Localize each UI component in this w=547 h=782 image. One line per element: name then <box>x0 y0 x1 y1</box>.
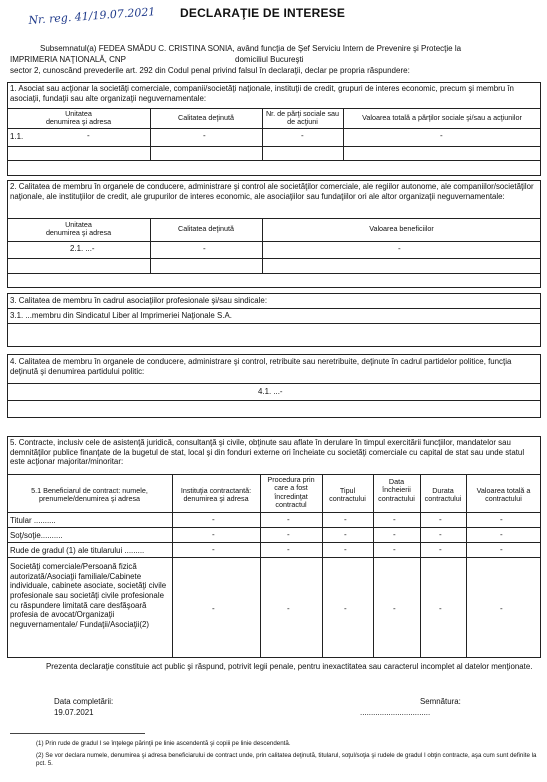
s5-cell: - <box>439 545 442 554</box>
s5-row-spouse: Soţ/soţie.......... <box>10 531 63 540</box>
s1-col-quality-header: Calitatea deţinută <box>178 113 234 122</box>
s5-header-duration: Durata contractului <box>424 486 462 504</box>
s5-header-institution: Instituţia contractantă: denumirea şi adresa <box>180 486 252 504</box>
registration-number-handwritten: Nr. reg. 41/19.07.2021 <box>28 5 156 27</box>
divider <box>7 527 541 528</box>
footnote-separator <box>10 733 145 734</box>
s5-row-relatives: Rude de gradul (1) ale titularului ......... <box>10 546 145 555</box>
s5-cell: - <box>439 530 442 539</box>
divider <box>7 400 541 401</box>
divider <box>7 160 541 161</box>
s1-col-shares-header: Nr. de părţi sociale sau de acţiuni <box>265 109 340 127</box>
divider <box>7 512 541 513</box>
section-3-heading: 3. Calitatea de membru în cadrul asociaţiilor profesionale şi/sau sindicale: <box>10 296 268 305</box>
s5-cell: - <box>393 530 396 539</box>
intro-line-2b: domiciliul Bucureşti <box>235 55 304 64</box>
footnote-1: (1) Prin rude de gradul I se înţelege părinţii pe linie ascendentă şi copiii pe linie descendentă. <box>36 740 291 747</box>
s5-row-companies: Societăţi comerciale/Persoană fizică autorizată/Asociaţii familiale/Cabinete individuale, cabinete asociate, societăţi civile profesionale sau societăţi civile profesionale cu răspundere limitată care desfăşoară profesia de avocat/Organizaţii neguvernamentale/ Fundaţii/Asociaţii(2) <box>10 562 167 629</box>
s5-row-titular: Titular .......... <box>10 516 56 525</box>
divider <box>7 308 541 309</box>
s5-header-procedure: Procedura prin care a fost încredinţat contractul <box>267 475 315 509</box>
s2-row-label: 2.1. ...- <box>70 244 95 253</box>
s5-header-value: Valoarea totală a contractului <box>476 486 531 504</box>
divider <box>322 474 323 658</box>
s2-col-benefits-header: Valoarea beneficiilor <box>369 224 434 233</box>
signature-label: Semnătura: <box>420 697 461 706</box>
footnote-2: (2) Se vor declara numele, denumirea şi adresa beneficiarului de contract unde, prin calitatea deţinută, titularul, soţul/soţia şi rudele de gradul I obţin contracte, aşa cum sunt definite la pct. 5. <box>36 752 537 768</box>
s4-row: 4.1. ...- <box>258 387 283 396</box>
s5-cell: - <box>212 604 215 613</box>
s5-cell: - <box>500 515 503 524</box>
s2-col-unit-header: Unitatea denumirea şi adresa <box>45 220 112 238</box>
s5-header-type: Tipul contractului <box>329 486 366 504</box>
intro-line-3: sector 2, cunoscând prevederile art. 292 din Codul penal privind falsul în declaraţii, declar pe propria răspundere: <box>10 66 410 75</box>
s1-col-unit-header: Unitatea denumirea şi adresa <box>45 109 112 127</box>
divider <box>172 474 173 658</box>
intro-line-1: Subsemnatul(a) FEDEA SMĂDU C. CRISTINA SONIA, având funcţia de Şef Serviciu Intern de Prevenire şi Protecţie la <box>40 44 462 53</box>
s1-cell-quality: - <box>203 131 206 140</box>
divider <box>7 128 541 129</box>
s5-cell: - <box>500 604 503 613</box>
date-label: Data completării: <box>54 697 114 706</box>
closing-statement: Prezenta declaraţie constituie act public şi răspund, potrivit legii penale, pentru inexactitatea sau caracterul incomplet al datelor menţionate. <box>46 662 533 671</box>
divider <box>260 474 261 658</box>
s5-cell: - <box>439 604 442 613</box>
s5-cell: - <box>344 530 347 539</box>
s3-row: 3.1. ...membru din Sindicatul Liber al Imprimeriei Naţionale S.A. <box>10 311 232 320</box>
divider <box>7 258 541 259</box>
intro-line-2a: IMPRIMERIA NAŢIONALĂ, CNP <box>10 55 127 64</box>
divider <box>7 323 541 324</box>
s2-cell-quality: - <box>203 244 206 253</box>
divider <box>7 542 541 543</box>
divider <box>7 241 541 242</box>
s5-cell: - <box>287 545 290 554</box>
s5-cell: - <box>287 515 290 524</box>
divider <box>7 146 541 147</box>
divider <box>466 474 467 658</box>
s5-cell: - <box>344 545 347 554</box>
s5-cell: - <box>344 604 347 613</box>
section-5-heading: 5. Contracte, inclusiv cele de asistenţă juridică, consultanţă şi civile, obţinute sau aflate în derulare în timpul exercitării funcţiilor, mandatelor sau demnităţilor publice finanţate de la bugetul de stat, local şi din fonduri externe ori încheiate cu societăţi comerciale cu capital de stat sau unde statul este acţionar majoritar/minoritar: <box>10 438 525 467</box>
s5-cell: - <box>287 530 290 539</box>
s5-cell: - <box>500 530 503 539</box>
s5-header-beneficiary: 5.1 Beneficiarul de contract: numele, prenumele/denumirea şi adresa <box>31 486 148 504</box>
divider <box>7 273 541 274</box>
s1-cell-value: - <box>440 131 443 140</box>
s5-header-date: Data încheierii contractului <box>378 477 415 503</box>
signature-line: ................................ <box>360 708 431 717</box>
s5-cell: - <box>393 515 396 524</box>
s5-cell: - <box>212 515 215 524</box>
s5-cell: - <box>212 545 215 554</box>
divider <box>373 474 374 658</box>
s2-cell-benefits: - <box>398 244 401 253</box>
section-1-heading: 1. Asociat sau acţionar la societăţi comerciale, companii/societăţi naţionale, instituţii de credit, grupuri de interes economic, precum şi membru în asociaţii, fundaţii sau alte organizaţii neguvernamentale: <box>10 84 514 103</box>
s1-col-value-header: Valoarea totală a părţilor sociale şi/sau a acţiunilor <box>362 113 522 122</box>
s5-cell: - <box>393 604 396 613</box>
s1-cell-unit: - <box>87 131 90 140</box>
s5-cell: - <box>212 530 215 539</box>
section-2-heading: 2. Calitatea de membru în organele de conducere, administrare şi control ale societăţilor comerciale, ale regiilor autonome, ale companiilor/societăţilor naţionale, ale instituţiilor de credit, ale grupurilor de interes economic, ale asociaţiilor sau fundaţiilor ori ale altor organizaţii neguvernamentale: <box>10 182 534 201</box>
s1-cell-shares: - <box>301 131 304 140</box>
s5-cell: - <box>287 604 290 613</box>
section-4-heading: 4. Calitatea de membru în organele de conducere, administrare şi control, retribuite sau neretribuite, deţinute în cadrul partidelor politice, funcţia deţinută şi denumirea partidului politic: <box>10 357 512 376</box>
page-title: DECLARAŢIE DE INTERESE <box>180 6 346 20</box>
divider <box>7 557 541 558</box>
s5-cell: - <box>344 515 347 524</box>
date-value: 19.07.2021 <box>54 708 94 717</box>
s5-cell: - <box>393 545 396 554</box>
s2-col-quality-header: Calitatea deţinută <box>178 224 234 233</box>
divider <box>7 218 541 219</box>
s5-cell: - <box>439 515 442 524</box>
divider <box>420 474 421 658</box>
divider <box>7 383 541 384</box>
s5-cell: - <box>500 545 503 554</box>
s1-row-label: 1.1. <box>10 132 24 141</box>
